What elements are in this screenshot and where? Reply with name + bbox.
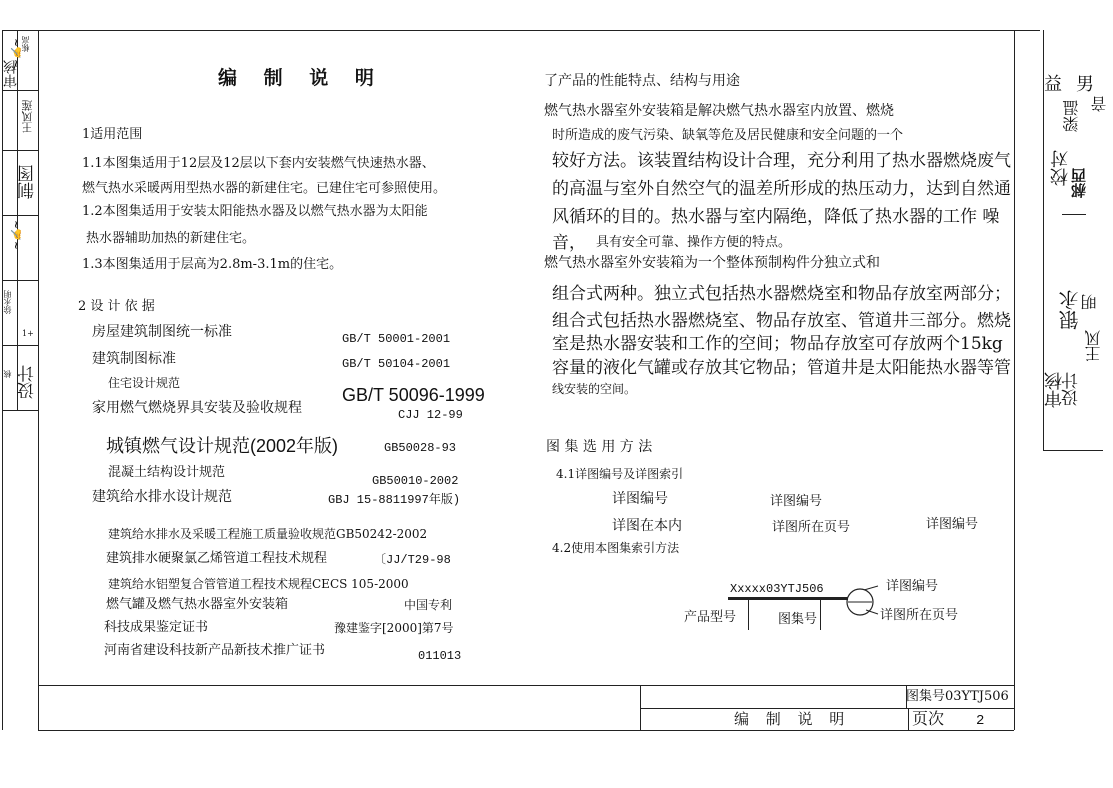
desc-line-6: 风循环的目的。热水器与室内隔绝，降低了热水器的工作 噪: [552, 207, 1000, 227]
diagram-code: Xxxxx03YTJ506: [730, 582, 824, 596]
strip-sep-2: [2, 150, 38, 151]
diagram-page-where: 详图所在页号: [880, 608, 959, 623]
rstrip-check: 校对: [1050, 150, 1071, 186]
strip-signature-2: ~✍~: [11, 220, 23, 250]
strip-small-3: 1+: [22, 329, 34, 338]
basis-code-2: GB/T 50104-2001: [342, 357, 451, 371]
frame-top: [2, 30, 1040, 31]
strip-row-approve: 审核: [3, 60, 19, 88]
basis-code-3: GB/T 50096-1999: [342, 385, 485, 405]
strip-row-draw: 制图: [18, 165, 38, 199]
scope-item-1: 1.1本图集适用于12层及12层以下套内安装燃气快速热水器、: [82, 156, 435, 171]
basis-name-5: 城镇燃气设计规范(2002年版): [106, 436, 339, 456]
title-block-sep: [908, 708, 909, 730]
strip-small-1: 栋高: [21, 36, 30, 52]
scope-item-4: 热水器辅助加热的新建住宅。: [86, 231, 256, 246]
page-number: 2: [976, 713, 985, 729]
basis-name-4: 家用燃气燃烧界具安装及验收规程: [92, 400, 302, 416]
desc-line-1: 了产品的性能特点、结构与用途: [544, 73, 740, 89]
rstrip-design: 设计: [1062, 372, 1082, 406]
basis-name-2: 建筑制图标准: [92, 351, 176, 367]
basis-code-6: GB50010-2002: [372, 474, 459, 488]
desc-line-8: 燃气热水器室外安装箱为一个整体预制构件分独立式和: [544, 255, 880, 271]
left-strip-border-outer: [2, 30, 3, 730]
basis-heading: 2 设 计 依 据: [78, 299, 155, 314]
usage-detail-in: 详图在本内: [612, 518, 682, 534]
desc-line-9: 组合式两种。独立式包括热水器燃烧室和物品存放室两部分；: [552, 284, 1011, 304]
desc-line-13: 线安装的空间。: [552, 382, 637, 396]
usage-sub-2: 4.2使用本图集索引方法: [552, 541, 680, 555]
strip-small-4: 核: [3, 370, 12, 378]
basis-name-1: 房屋建筑制图统一标准: [92, 324, 232, 340]
basis-name-3: 住宅设计规范: [108, 376, 181, 390]
diagram-atlas-tick: [820, 600, 821, 630]
strip-row-person: 王风莲: [21, 100, 34, 133]
basis-name-6: 混凝土结构设计规范: [108, 465, 226, 480]
left-strip-border-inner: [38, 30, 39, 730]
usage-page-where: 详图所在页号: [772, 520, 851, 535]
basis-code-13: 011013: [418, 649, 462, 663]
strip-small-2: 徐永明: [3, 290, 12, 314]
scope-item-5: 1.3本图集适用于层高为2.8m-3.1m的住宅。: [82, 257, 343, 272]
desc-line-10: 组合式包括热水器燃烧室、物品存放室、管道井三部分。燃烧: [552, 311, 1011, 331]
basis-name-7: 建筑给水排水设计规范: [92, 489, 232, 505]
basis-code-4: CJJ 12-99: [398, 408, 463, 422]
scope-item-3: 1.2本图集适用于安装太阳能热水器及以燃气热水器为太阳能: [82, 204, 428, 219]
usage-detail-no-3: 详图编号: [926, 517, 979, 532]
rstrip-approver2: 明: [1080, 294, 1099, 310]
frame-bottom: [38, 730, 1014, 731]
usage-detail-no-2: 详图编号: [770, 494, 823, 509]
basis-code-5: GB50028-93: [384, 441, 457, 455]
basis-code-1: GB/T 50001-2001: [342, 332, 451, 346]
page-title: 编 制 说 明: [218, 67, 384, 89]
rstrip-approve: 审核: [1044, 372, 1065, 408]
basis-code-9: 〔JJ/T29-98: [374, 553, 451, 567]
basis-name-11: 燃气罐及燃气热水器室外安装箱: [106, 597, 289, 612]
desc-line-3: 时所造成的废气污染、缺氧等危及居民健康和安全问题的一个: [552, 128, 904, 143]
basis-name-10: 建筑给水铝塑复合管管道工程技术规程CECS 105-2000: [108, 577, 409, 591]
strip-sep-3: [2, 215, 38, 216]
usage-detail-no: 详图编号: [612, 491, 668, 507]
desc-line-5: 的高温与室外自然空气的温差所形成的热压动力，达到自然通: [552, 179, 1011, 199]
title-block-left: [640, 685, 641, 730]
rstrip-sign2: 郝西: [1070, 168, 1088, 198]
rstrip-name-1: 益: [1044, 74, 1062, 95]
desc-line-7b: 具有安全可靠、操作方便的特点。: [596, 235, 792, 250]
diagram-code-underline: [728, 597, 848, 600]
strip-signature-1: ~✍~: [11, 38, 23, 68]
strip-sep-4: [2, 280, 38, 281]
desc-line-7a: 音，: [552, 233, 586, 253]
rstrip-approver: 银永: [1058, 290, 1082, 330]
rstrip-designer: 王风: [1084, 330, 1103, 362]
basis-name-13: 河南省建设科技新产品新技术推广证书: [104, 643, 326, 658]
atlas-number: 图集号03YTJ506: [906, 689, 1009, 704]
strip-sep-6: [2, 410, 38, 411]
desc-line-2: 燃气热水器室外安装箱是解决燃气热水器室内放置、燃烧: [544, 103, 894, 119]
usage-sub-1: 4.1详图编号及详图索引: [556, 467, 684, 481]
rstrip-bottom: [1043, 450, 1103, 451]
desc-line-12: 容量的液化气罐或存放其它物品；管道井是太阳能热水器等管: [552, 358, 1011, 378]
rstrip-sig1b: 音: [1090, 96, 1109, 112]
strip-sep-5: [2, 345, 38, 346]
basis-name-8: 建筑给水排水及采暖工程施工质量验收规范GB50242-2002: [108, 527, 428, 541]
page-label: 页次: [912, 709, 945, 728]
diagram-product-tick: [748, 600, 749, 630]
frame-right: [1014, 30, 1015, 730]
desc-line-11: 室是热水器安装和工作的空间；物品存放室可存放两个15kg: [552, 334, 1003, 354]
diagram-atlas: 图集号: [778, 612, 818, 627]
title-block-top: [38, 685, 1014, 686]
basis-code-11: 中国专利: [404, 598, 453, 612]
scope-item-2: 燃气热水采暖两用型热水器的新建住宅。已建住宅可参照使用。: [82, 181, 447, 196]
strip-sep-1: [2, 90, 38, 91]
usage-heading: 图 集 选 用 方 法: [546, 439, 653, 455]
basis-name-12: 科技成果鉴定证书: [104, 620, 209, 635]
rstrip-name-2: 男: [1076, 74, 1094, 95]
title-block-title: 编 制 说 明: [734, 710, 851, 728]
desc-line-4: 较好方法。该装置结构设计合理，充分利用了热水器燃烧废气: [552, 151, 1011, 171]
rstrip-sig1: 梁温: [1062, 100, 1081, 132]
basis-name-9: 建筑排水硬聚氯乙烯管道工程技术规程: [106, 551, 328, 566]
basis-code-12: 豫建鉴字[2000]第7号: [334, 621, 454, 635]
diagram-index-circle: [844, 584, 880, 620]
diagram-detail-no: 详图编号: [886, 579, 939, 594]
title-block-mid: [640, 708, 1014, 709]
diagram-product: 产品型号: [684, 610, 737, 625]
strip-row-design: 设计: [18, 365, 38, 399]
rstrip-sep: [1062, 214, 1086, 215]
scope-heading: 1适用范围: [82, 127, 143, 142]
basis-code-7: GBJ 15-8811997年版): [328, 493, 461, 507]
